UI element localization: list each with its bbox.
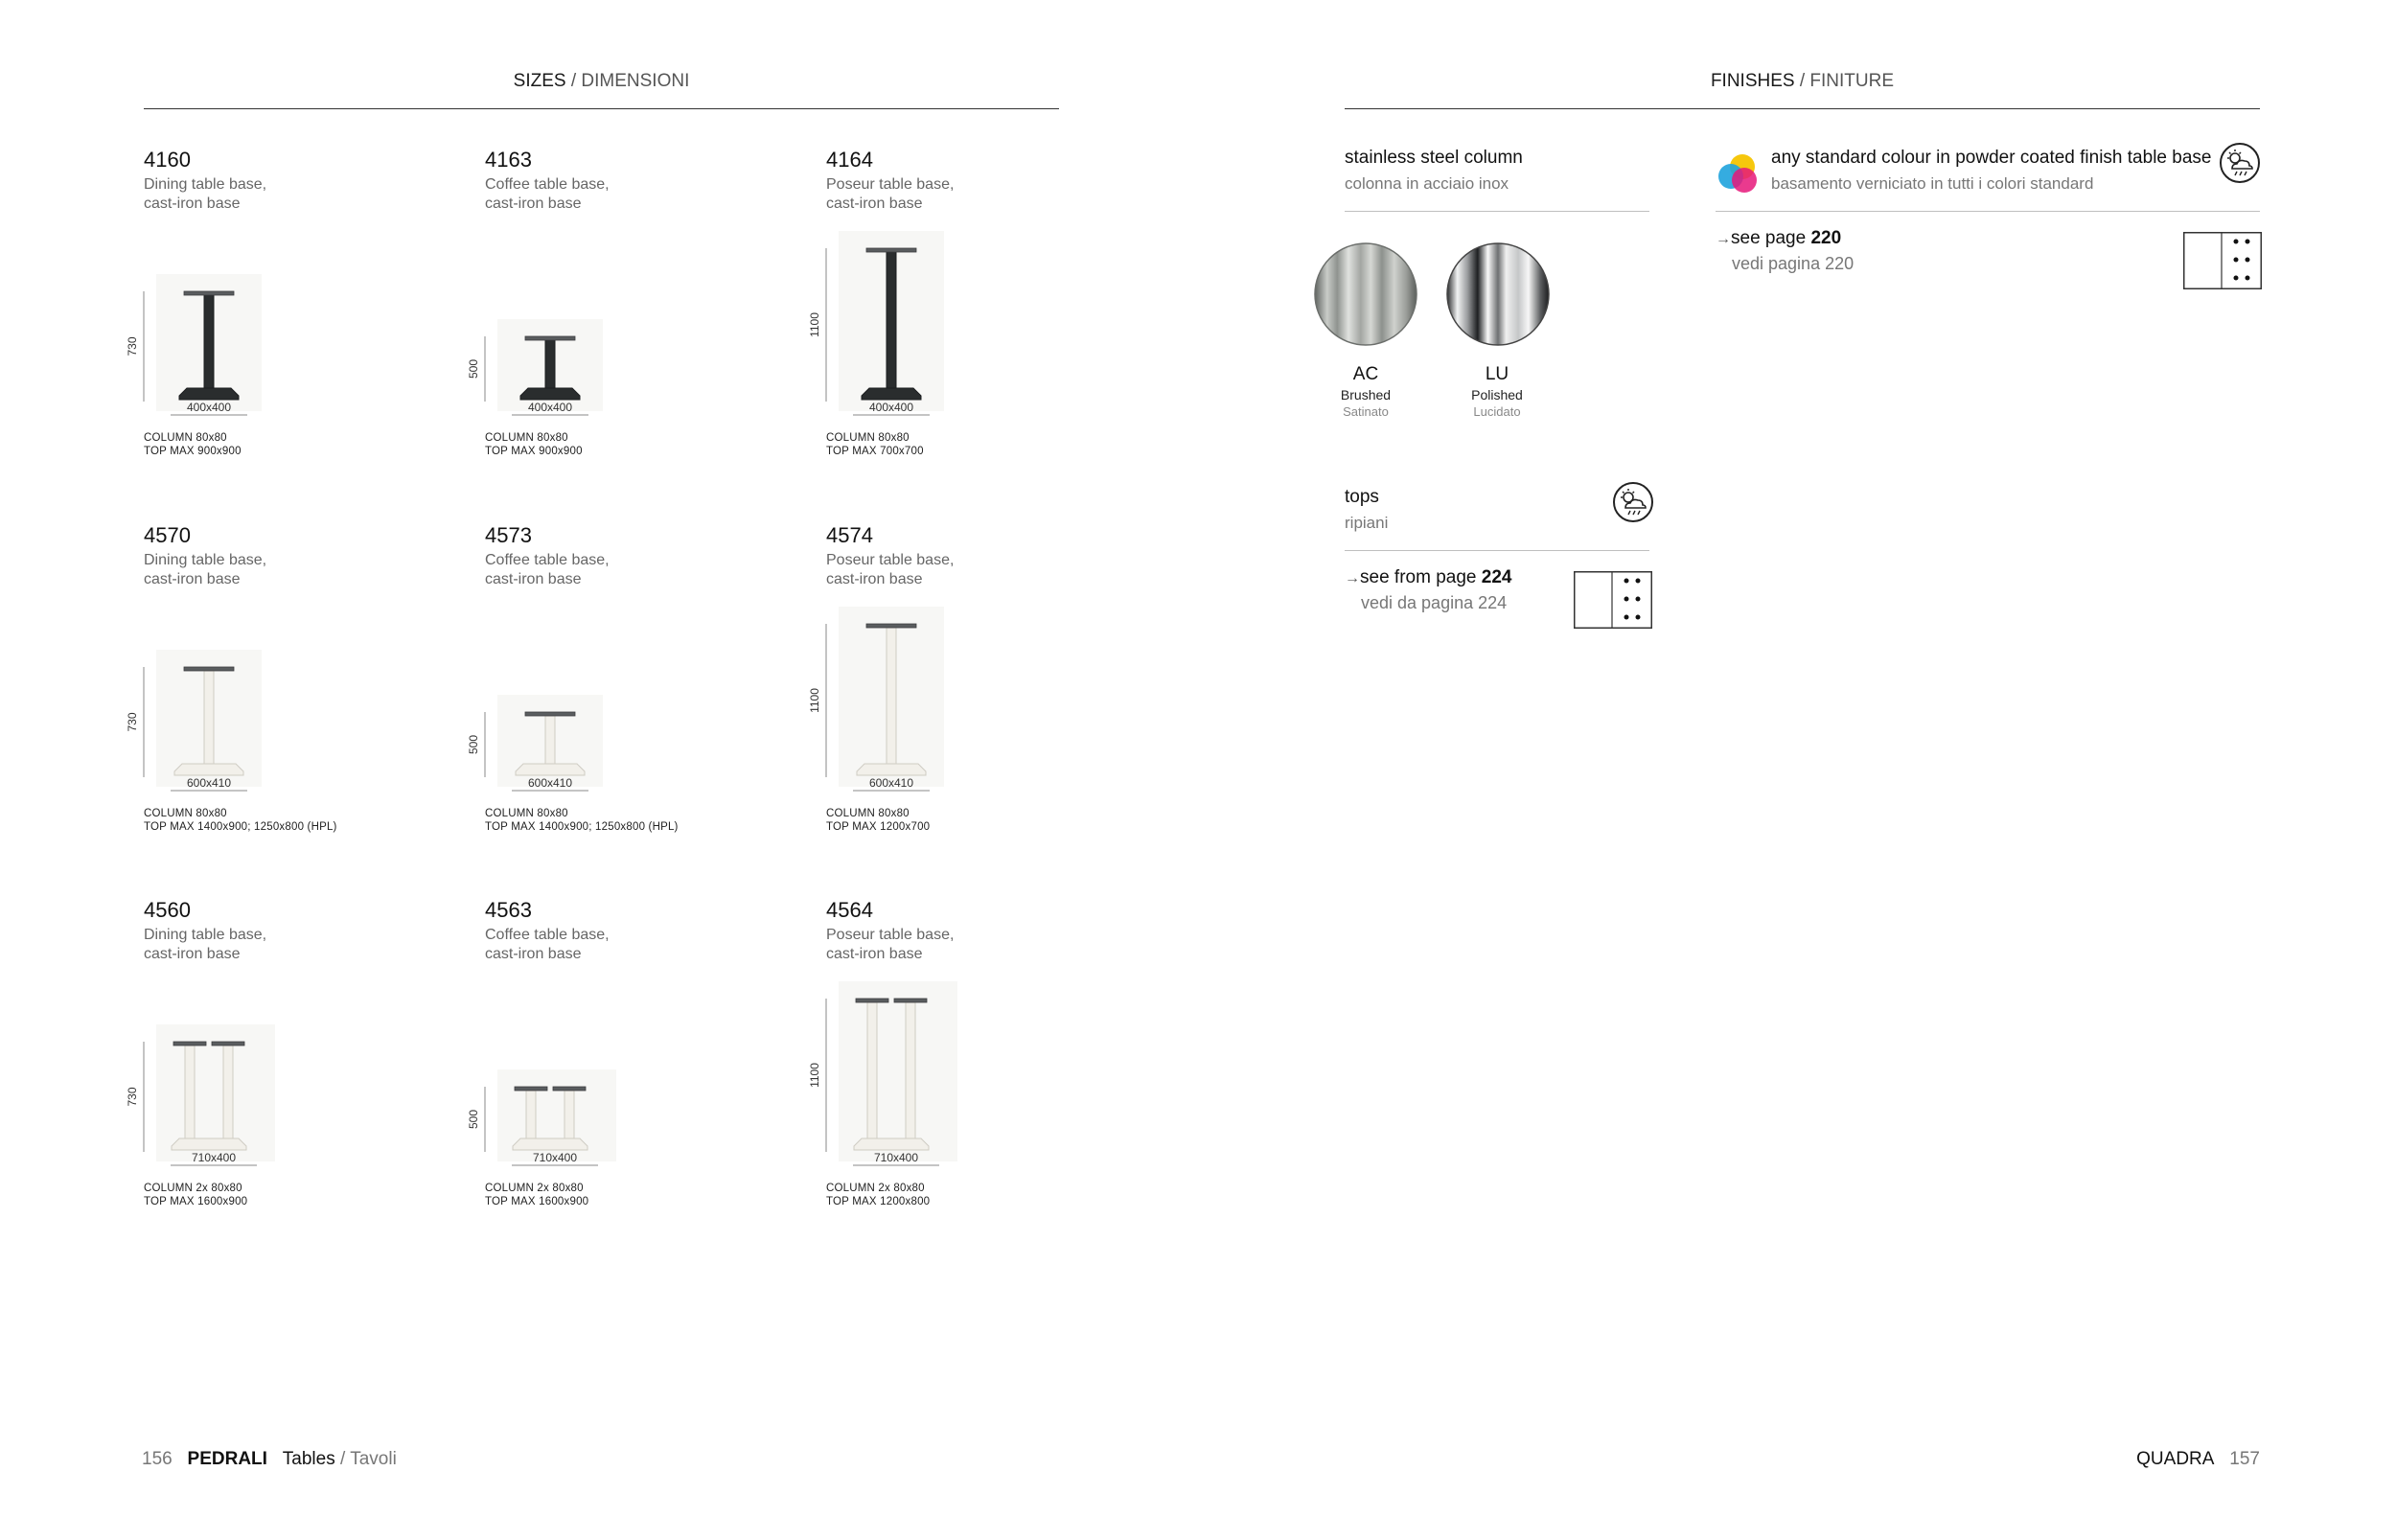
top-max-spec: TOP MAX 1600x900 [144,1196,248,1207]
polished-steel-swatch [1445,241,1551,347]
top-support-plate [856,999,888,1002]
top-support-plate [553,1087,586,1091]
product-desc-line2: cast-iron base [144,195,241,212]
column-spec: COLUMN 80x80 [144,808,227,819]
base-plate [172,1138,246,1150]
product-desc-line1: Dining table base, [144,927,267,943]
product-4574 [808,523,1152,887]
steel-title: stainless steel column [1345,148,1523,168]
base-column [204,671,214,764]
product-4563 [467,898,811,1262]
swatch-ac-en: Brushed [1340,387,1392,402]
height-dimension-label: 730 [126,712,139,732]
arrow-right-icon: → [1345,570,1360,586]
base-column [526,1091,536,1138]
table-base-drawing [126,148,431,464]
base-column [545,340,555,388]
base-column [887,628,896,764]
swatch-lu-en: Polished [1471,387,1523,402]
base-column [185,1046,195,1138]
finishes-header-rule [1345,108,2260,109]
finishes-header-it: FINITURE [1809,71,1895,91]
table-base-drawing [126,523,431,839]
top-support-plate [894,999,927,1002]
column-spec: COLUMN 80x80 [826,432,910,444]
product-4160 [126,148,470,512]
base-dimension-label: 400x400 [868,401,914,414]
sizes-header-en: SIZES [513,71,566,91]
finishes-header-sep: / [1794,71,1810,91]
table-top-dots-icon [1574,571,1652,629]
base-dimension-label: 600x410 [527,776,573,790]
product-desc-line2: cast-iron base [826,195,923,212]
base-dimension-label: 710x400 [532,1151,578,1164]
base-column [223,1046,233,1138]
column-spec: COLUMN 2x 80x80 [485,1183,584,1194]
sizes-header-rule [144,108,1059,109]
sizes-header-it: DIMENSIONI [581,71,690,91]
product-code: 4573 [485,523,532,547]
outdoor-weather-icon [1612,481,1654,523]
base-plate [520,388,580,400]
base-dimension-label: 600x410 [186,776,232,790]
base-plate [857,764,926,775]
brushed-steel-swatch [1313,241,1418,347]
product-4163 [467,148,811,512]
product-desc-line1: Coffee table base, [485,552,610,568]
base-column [867,1002,877,1138]
top-max-spec: TOP MAX 900x900 [144,446,242,457]
top-support-plate [212,1042,244,1046]
colour-wheel-icon [1716,151,1762,197]
table-top-dots-icon [2183,232,2262,289]
product-desc-line2: cast-iron base [826,571,923,587]
product-desc-line1: Dining table base, [144,176,267,193]
see-prefix: see from page [1360,567,1482,587]
product-code: 4164 [826,148,873,172]
sizes-header [144,71,1059,92]
page-number-right: 157 [2229,1449,2260,1469]
top-support-plate [525,712,575,716]
base-plate [174,764,243,775]
top-support-plate [525,336,575,340]
product-4570 [126,523,470,887]
see-from-page-224-link[interactable] [1345,567,1511,588]
powder-title: any standard colour in powder coated finish table base [1771,148,2212,168]
footer-left [142,1449,397,1470]
top-max-spec: TOP MAX 700x700 [826,446,924,457]
tops-title: tops [1345,487,1379,507]
powder-divider [1716,211,2260,212]
product-code: 4570 [144,523,191,547]
top-max-spec: TOP MAX 1200x800 [826,1196,931,1207]
top-max-spec: TOP MAX 1400x900; 1250x800 (HPL) [144,821,337,833]
finishes-header [1345,71,2260,92]
arrow-right-icon: → [1716,231,1731,247]
footer-right [2136,1449,2260,1470]
base-dimension-label: 710x400 [873,1151,919,1164]
base-column [906,1002,915,1138]
product-desc-line2: cast-iron base [485,946,582,962]
product-desc-line2: cast-iron base [144,571,241,587]
height-dimension-label: 500 [467,734,480,755]
base-plate [854,1138,929,1150]
top-support-plate [866,248,916,252]
table-base-drawing [467,523,772,839]
finishes-header-en: FINISHES [1710,71,1795,91]
brand-name: PEDRALI [187,1449,267,1469]
base-dimension-label: 400x400 [527,401,573,414]
top-support-plate [184,667,234,671]
base-plate [513,1138,587,1150]
see-page-number: 220 [1810,228,1842,248]
height-dimension-label: 1100 [808,1063,821,1088]
product-4564 [808,898,1152,1262]
swatch-ac-it: Satinato [1343,404,1389,419]
product-desc-line2: cast-iron base [144,946,241,962]
table-base-drawing [808,898,1114,1214]
steel-divider [1345,211,1649,212]
base-plate [179,388,239,400]
column-spec: COLUMN 80x80 [144,432,227,444]
product-desc-line2: cast-iron base [485,571,582,587]
base-column [564,1091,574,1138]
column-spec: COLUMN 2x 80x80 [144,1183,242,1194]
steel-subtitle: colonna in acciaio inox [1345,174,1509,193]
see-from-page-224-it: vedi da pagina 224 [1361,593,1508,612]
top-max-spec: TOP MAX 900x900 [485,446,583,457]
outdoor-weather-icon [2219,142,2261,184]
table-base-drawing [808,523,1114,839]
top-support-plate [866,624,916,628]
swatch-lu-code: LU [1485,364,1509,384]
product-desc-line2: cast-iron base [826,946,923,962]
column-spec: COLUMN 80x80 [826,808,910,819]
height-dimension-label: 730 [126,336,139,356]
product-4560 [126,898,470,1262]
base-column [204,295,214,388]
product-code: 4574 [826,523,873,547]
tops-divider [1345,550,1649,551]
collection-name: QUADRA [2136,1449,2215,1469]
product-desc-line1: Coffee table base, [485,927,610,943]
base-column [545,716,555,764]
category-sep: / [334,1449,351,1469]
height-dimension-label: 1100 [808,688,821,713]
page-number-left: 156 [142,1449,173,1469]
product-desc-line1: Poseur table base, [826,176,955,193]
see-page-220-link[interactable] [1716,228,1841,249]
product-desc-line1: Coffee table base, [485,176,610,193]
base-plate [862,388,921,400]
product-code: 4564 [826,898,873,922]
see-page-220-it: vedi pagina 220 [1732,254,1855,273]
sizes-header-sep: / [565,71,582,91]
base-plate [516,764,585,775]
column-spec: COLUMN 2x 80x80 [826,1183,925,1194]
table-base-drawing [467,898,772,1214]
base-dimension-label: 710x400 [191,1151,237,1164]
product-code: 4560 [144,898,191,922]
table-base-drawing [467,148,772,464]
top-support-plate [515,1087,547,1091]
height-dimension-label: 730 [126,1087,139,1107]
swatch-ac-code: AC [1352,364,1379,384]
product-4164 [808,148,1152,512]
photo-backdrop [839,981,957,1161]
see-prefix: see page [1731,228,1811,248]
product-desc-line1: Poseur table base, [826,552,955,568]
see-page-number: 224 [1481,567,1512,587]
product-4573 [467,523,811,887]
height-dimension-label: 500 [467,358,480,379]
product-desc-line2: cast-iron base [485,195,582,212]
powder-subtitle: basamento verniciato in tutti i colori standard [1771,174,2094,193]
product-code: 4563 [485,898,532,922]
top-max-spec: TOP MAX 1200x700 [826,821,931,833]
product-desc-line1: Dining table base, [144,552,267,568]
table-base-drawing [126,898,431,1214]
top-max-spec: TOP MAX 1600x900 [485,1196,589,1207]
product-desc-line1: Poseur table base, [826,927,955,943]
top-support-plate [173,1042,206,1046]
height-dimension-label: 500 [467,1109,480,1130]
category-it: Tavoli [350,1449,397,1469]
category-en: Tables [282,1449,335,1469]
column-spec: COLUMN 80x80 [485,432,568,444]
base-dimension-label: 400x400 [186,401,232,414]
top-support-plate [184,291,234,295]
column-spec: COLUMN 80x80 [485,808,568,819]
top-max-spec: TOP MAX 1400x900; 1250x800 (HPL) [485,821,679,833]
tops-subtitle: ripiani [1345,514,1389,532]
product-code: 4163 [485,148,532,172]
height-dimension-label: 1100 [808,312,821,337]
base-dimension-label: 600x410 [868,776,914,790]
table-base-drawing [808,148,1114,464]
product-code: 4160 [144,148,191,172]
base-column [887,252,896,388]
swatch-lu-it: Lucidato [1473,404,1521,419]
